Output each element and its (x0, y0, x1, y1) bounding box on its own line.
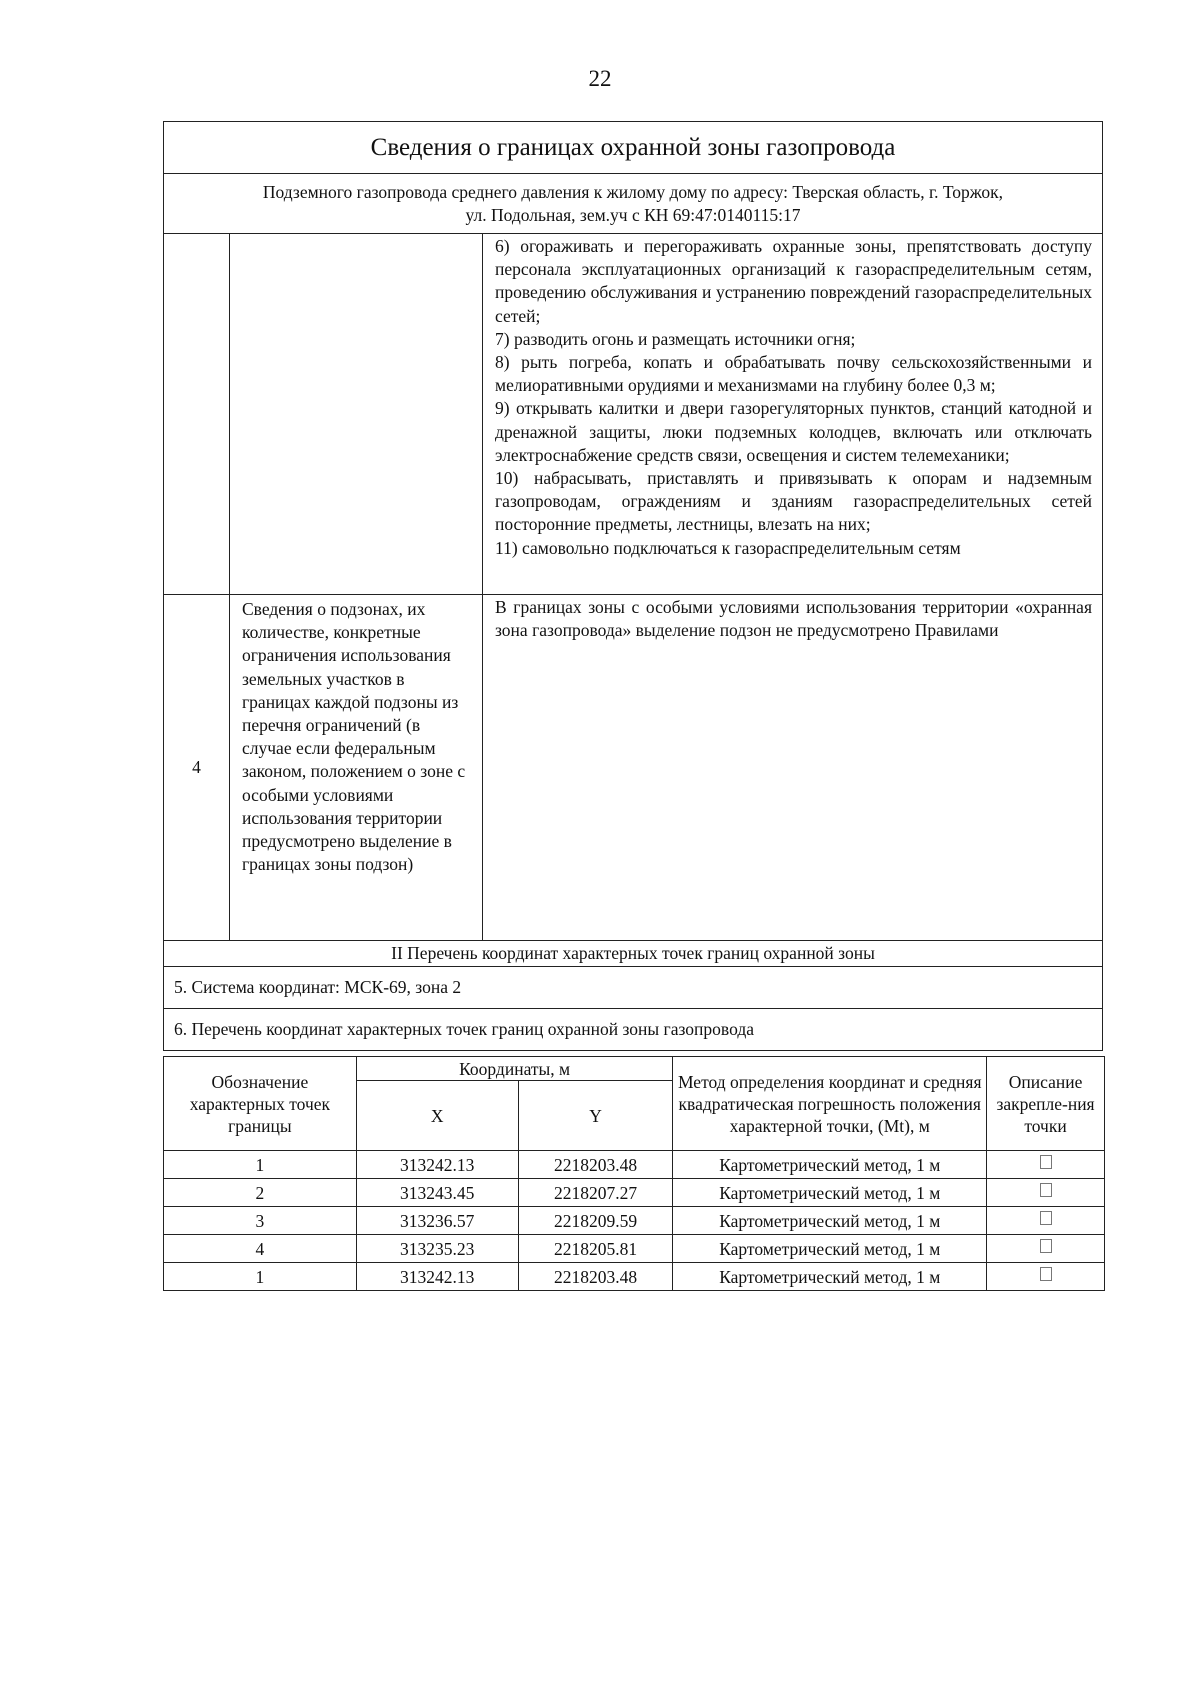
restriction-item: 6) огораживать и перегораживать охранные зоны, препятствовать доступу персонала эксплуатационных организаций к газораспределительным сетям, проведению обслуживания и устранению повреждений газораспределительных сетей; (495, 236, 1092, 326)
restriction-item: 10) набрасывать, приставлять и привязывать к опорам и надземным газопроводам, ограждениям и зданиям газораспределительных сетей посторонние предметы, лестницы, влезать на них; (495, 468, 1092, 535)
header-y: Y (518, 1081, 673, 1151)
y-cell: 2218203.48 (518, 1151, 673, 1179)
empty-box-icon (1040, 1183, 1052, 1197)
y-cell: 2218205.81 (518, 1235, 673, 1263)
section-2-title: II Перечень координат характерных точек границ охранной зоны (164, 941, 1102, 967)
subzone-label: Сведения о подзонах, их количестве, конкретные ограничения использования земельных участков в границах каждой подзоны из перечня ограничений (в случае если федеральным законом, положением о зоне с особыми условиями использования территории предусмотрено выделение в границах зоны подзон) (230, 595, 483, 940)
coordinate-system: 5. Система координат: МСК-69, зона 2 (164, 967, 1102, 1009)
pipeline-description-line2: ул. Подольная, зем.уч с КН 69:47:0140115:17 (465, 204, 801, 225)
empty-box-icon (1040, 1211, 1052, 1225)
x-cell: 313243.45 (356, 1179, 518, 1207)
y-cell: 2218209.59 (518, 1207, 673, 1235)
empty-box-icon (1040, 1155, 1052, 1169)
restriction-item: 7) разводить огонь и размещать источники огня; (495, 328, 856, 349)
method-cell: Картометрический метод, 1 м (673, 1179, 987, 1207)
document-title: Сведения о границах охранной зоны газопровода (164, 122, 1102, 174)
restriction-item: 11) самовольно подключаться к газораспределительным сетям (495, 537, 961, 558)
description-cell (987, 1207, 1105, 1235)
point-cell: 3 (164, 1207, 357, 1235)
table-row (164, 1207, 1105, 1235)
zone-info-block (163, 121, 1103, 1051)
x-cell: 313242.13 (356, 1263, 518, 1291)
description-cell (987, 1263, 1105, 1291)
x-cell: 313235.23 (356, 1235, 518, 1263)
pipeline-description-line1: Подземного газопровода среднего давления к жилому дому по адресу: Тверская область, г. Торжок, (262, 181, 1004, 202)
description-cell (987, 1235, 1105, 1263)
restriction-item: 9) открывать калитки и двери газорегуляторных пунктов, станций катодной и дренажной защиты, люки подземных колодцев, включать или отключать электроснабжение средств связи, освещения и систем телемеханики; (495, 398, 1092, 465)
method-cell: Картометрический метод, 1 м (673, 1151, 987, 1179)
table-row (164, 1151, 1105, 1179)
description-cell (987, 1151, 1105, 1179)
x-cell: 313242.13 (356, 1151, 518, 1179)
restrictions-list (483, 234, 1102, 594)
header-coordinates: Координаты, м (356, 1057, 673, 1081)
restrictions-number-cell (164, 234, 230, 594)
restrictions-row (164, 234, 1102, 595)
method-cell: Картометрический метод, 1 м (673, 1235, 987, 1263)
table-row (164, 1179, 1105, 1207)
header-x: X (356, 1081, 518, 1151)
subzone-number: 4 (164, 595, 230, 940)
subzone-text: В границах зоны с особыми условиями использования территории «охранная зона газопровода» выделение подзон не предусмотрено Правилами (495, 597, 1092, 641)
page-number: 22 (588, 66, 612, 91)
coordinates-table (163, 1056, 1105, 1291)
method-cell: Картометрический метод, 1 м (673, 1263, 987, 1291)
header-description: Описание закрепле-ния точки (987, 1057, 1105, 1151)
empty-box-icon (1040, 1239, 1052, 1253)
empty-box-icon (1040, 1267, 1052, 1281)
header-method (673, 1057, 987, 1151)
point-cell: 1 (164, 1151, 357, 1179)
table-row (164, 1263, 1105, 1291)
restriction-item: 8) рыть погреба, копать и обрабатывать почву сельскохозяйственными и мелиоративными орудиями и механизмами на глубину более 0,3 м; (495, 352, 1092, 396)
header-method-text: Метод определения координат и средняя квадратическая погрешность положения характерной точки, (Mt), м (677, 1071, 982, 1136)
x-cell: 313236.57 (356, 1207, 518, 1235)
y-cell: 2218207.27 (518, 1179, 673, 1207)
table-row (164, 1235, 1105, 1263)
pipeline-description (164, 174, 1102, 234)
y-cell: 2218203.48 (518, 1263, 673, 1291)
point-cell: 1 (164, 1263, 357, 1291)
subzone-row (164, 595, 1102, 941)
coordinate-list-title: 6. Перечень координат характерных точек границ охранной зоны газопровода (174, 1019, 754, 1039)
method-cell: Картометрический метод, 1 м (673, 1207, 987, 1235)
point-cell: 4 (164, 1235, 357, 1263)
description-cell (987, 1179, 1105, 1207)
point-cell: 2 (164, 1179, 357, 1207)
subzone-text-cell (483, 595, 1102, 940)
header-point: Обозначение характерных точек границы (164, 1057, 357, 1151)
restrictions-label-cell (230, 234, 483, 594)
